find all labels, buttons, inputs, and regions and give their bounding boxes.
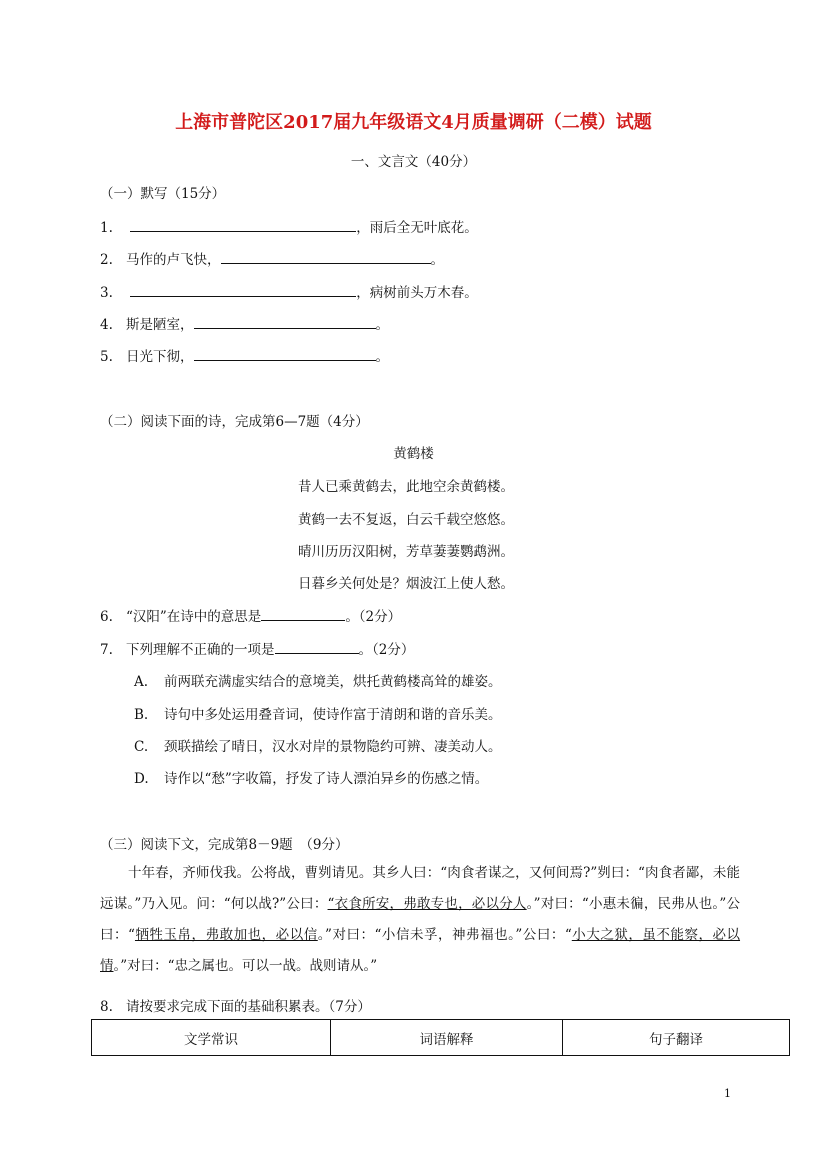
- option-d: [134, 767, 488, 787]
- option-letter: B.: [134, 707, 149, 723]
- question-text: 请按要求完成下面的基础积累表。（7分）: [126, 999, 371, 1015]
- item-text: 。: [375, 317, 389, 333]
- dictation-item-1: [100, 216, 478, 236]
- question-number: 8.: [100, 999, 113, 1015]
- question-text: “汉阳”在诗中的意思是: [126, 609, 262, 625]
- option-text: 诗句中多处运用叠音词，使诗作富于清朗和谐的音乐美。: [164, 707, 502, 723]
- table-header: 词语解释: [331, 1020, 563, 1056]
- passage-text: 。”对曰：“忠之属也。可以一战。战则请从。”: [113, 958, 378, 974]
- table-header: 句子翻译: [563, 1020, 790, 1056]
- passage-text: 十年春，齐师伐我。公将战，曹刿请见。其乡人曰：“肉食者谋之，又何间焉?”刿曰：“肉食者鄙，未能远谋。”乃入见。问：“何以战?”公曰：: [100, 865, 740, 912]
- item-text: 。: [375, 349, 389, 365]
- option-text: 前两联充满虚实结合的意境美，烘托黄鹤楼高耸的雄姿。: [164, 674, 502, 690]
- poem-line: 黄鹤一去不复返，白云千载空悠悠。: [298, 512, 514, 528]
- option-b: [134, 703, 502, 723]
- item-text: ，病树前头万木春。: [356, 285, 478, 301]
- question-6: [100, 605, 401, 625]
- underlined-sentence: 牺牲玉帛，弗敢加也，必以信: [134, 927, 318, 943]
- item-text: 。: [430, 252, 444, 268]
- option-text: 诗作以“愁”字收篇，抒发了诗人漂泊异乡的伤感之情。: [164, 771, 489, 787]
- table-row: [92, 1020, 790, 1056]
- dictation-item-3: [100, 281, 478, 301]
- answer-blank[interactable]: [275, 638, 359, 654]
- question-text: 。（2分）: [345, 609, 402, 625]
- dictation-item-4: [100, 313, 389, 333]
- question-number: 7.: [100, 642, 113, 658]
- part1-heading: （一）默写（15分）: [100, 186, 226, 202]
- item-text: 斯是陋室，: [126, 317, 194, 333]
- underlined-sentence: 小大之狱，虽不能察，必以情: [100, 927, 741, 974]
- part2-heading: （二）阅读下面的诗，完成第6—7题（4分）: [100, 414, 369, 430]
- poem-line: 晴川历历汉阳树，芳草萋萋鹦鹉洲。: [298, 544, 514, 560]
- poem-title: 黄鹤楼: [393, 446, 434, 462]
- option-text: 颈联描绘了晴日，汉水对岸的景物隐约可辨、凄美动人。: [164, 739, 502, 755]
- passage-text: 。”对曰：“小惠未徧，民弗从也。”公曰：“: [100, 896, 740, 943]
- part3-heading: （三）阅读下文，完成第8－9题 （9分）: [100, 837, 349, 853]
- question-text: 下列理解不正确的一项是: [126, 642, 275, 658]
- item-text: 马作的卢飞快，: [126, 252, 221, 268]
- poem-line: 日暮乡关何处是？烟波江上使人愁。: [298, 576, 514, 592]
- item-text: ，雨后全无叶底花。: [356, 220, 478, 236]
- item-number: 3.: [100, 285, 113, 301]
- underlined-sentence: “衣食所安，弗敢专也，必以分人: [327, 896, 527, 912]
- section-heading: 一、文言文（40分）: [350, 154, 477, 170]
- dictation-item-2: [100, 248, 444, 268]
- question-8: [100, 995, 371, 1015]
- accumulation-table: [91, 1019, 790, 1056]
- table-header: 文学常识: [92, 1020, 331, 1056]
- page-title: 上海市普陀区2017届九年级语文4月质量调研（二模）试题: [175, 112, 652, 133]
- item-text: 日光下彻，: [126, 349, 194, 365]
- item-number: 4.: [100, 317, 113, 333]
- option-c: [134, 735, 502, 755]
- page-number: 1: [724, 1087, 731, 1100]
- question-number: 6.: [100, 609, 113, 625]
- question-7: [100, 638, 414, 658]
- passage: [100, 858, 740, 982]
- passage-text: 。”对曰：“小信未孚，神弗福也。”公曰：“: [317, 927, 572, 943]
- item-number: 5.: [100, 349, 113, 365]
- answer-blank[interactable]: [130, 216, 356, 232]
- answer-blank[interactable]: [194, 345, 376, 361]
- option-letter: A.: [134, 674, 149, 690]
- answer-blank[interactable]: [194, 313, 376, 329]
- answer-blank[interactable]: [130, 281, 356, 297]
- question-text: 。（2分）: [358, 642, 415, 658]
- option-a: [134, 670, 502, 690]
- item-number: 1.: [100, 220, 113, 236]
- answer-blank[interactable]: [261, 605, 345, 621]
- answer-blank[interactable]: [221, 248, 431, 264]
- option-letter: D.: [134, 771, 149, 787]
- option-letter: C.: [134, 739, 149, 755]
- item-number: 2.: [100, 252, 113, 268]
- dictation-item-5: [100, 345, 389, 365]
- poem-line: 昔人已乘黄鹤去，此地空余黄鹤楼。: [298, 479, 514, 495]
